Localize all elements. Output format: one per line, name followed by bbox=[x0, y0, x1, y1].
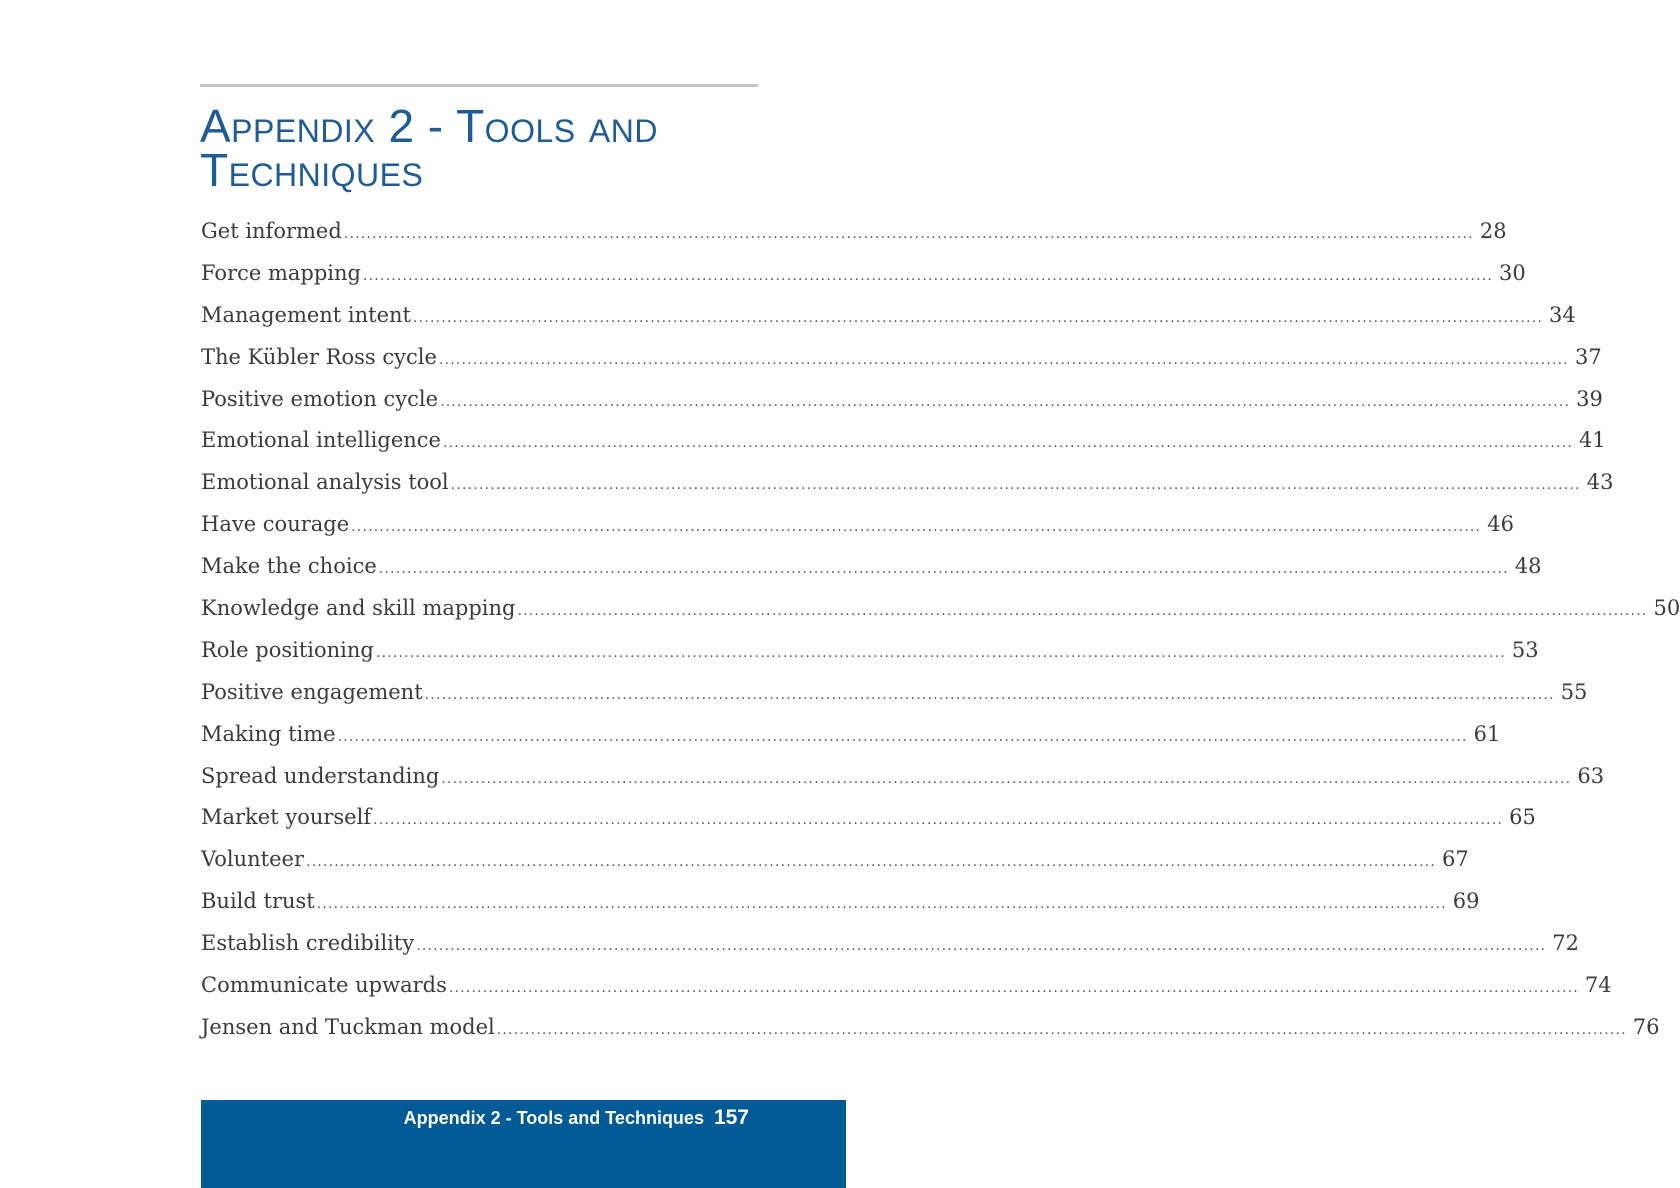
toc-entry[interactable] bbox=[201, 1014, 1660, 1057]
toc-entry[interactable] bbox=[201, 428, 1606, 470]
dot-leader: ........................................................................................................................................................................................................ bbox=[450, 477, 1581, 494]
dot-leader: ........................................................................................................................................................................................................ bbox=[362, 267, 1494, 284]
toc-entry[interactable] bbox=[201, 596, 1680, 638]
toc-entry[interactable] bbox=[201, 260, 1526, 303]
toc-entry-page-number: 46 bbox=[1487, 512, 1514, 537]
toc-entry[interactable] bbox=[201, 637, 1539, 680]
toc-entry[interactable] bbox=[201, 219, 1507, 261]
toc-entry[interactable] bbox=[201, 889, 1480, 931]
toc-entry-page-number: 43 bbox=[1586, 470, 1614, 495]
toc-entry-label: Positive emotion cycle bbox=[201, 386, 439, 411]
toc-entry-label: Positive engagement bbox=[201, 679, 423, 704]
toc-entry-page-number: 37 bbox=[1574, 344, 1602, 369]
toc-entry-page-number: 65 bbox=[1509, 805, 1536, 830]
toc-entry-page-number: 76 bbox=[1632, 1014, 1660, 1039]
toc-entry-label: Establish credibility bbox=[201, 931, 415, 956]
dot-leader: ........................................................................................................................................................................................................ bbox=[416, 938, 1547, 955]
toc-entry-page-number: 30 bbox=[1499, 260, 1526, 285]
toc-entry-label: Make the choice bbox=[201, 554, 377, 579]
dot-leader: ........................................................................................................................................................................................................ bbox=[305, 854, 1437, 871]
dot-leader: ........................................................................................................................................................................................................ bbox=[496, 1021, 1627, 1038]
toc-entry[interactable] bbox=[201, 554, 1542, 596]
dot-leader: ........................................................................................................................................................................................................ bbox=[413, 309, 1544, 326]
dot-leader: ........................................................................................................................................................................................................ bbox=[517, 603, 1648, 620]
page-title-line-1: Appendix 2 - Tools and bbox=[200, 100, 658, 152]
toc-entry-label: Spread understanding bbox=[201, 763, 440, 788]
dot-leader: ........................................................................................................................................................................................................ bbox=[373, 812, 1504, 829]
dot-leader: ........................................................................................................................................................................................................ bbox=[375, 644, 1506, 661]
toc-entry-page-number: 61 bbox=[1473, 721, 1501, 746]
page-title-line-2: Techniques bbox=[200, 144, 424, 196]
dot-leader: ........................................................................................................................................................................................................ bbox=[316, 896, 1447, 913]
footer-bar bbox=[201, 1100, 846, 1188]
toc-entry-page-number: 55 bbox=[1560, 679, 1588, 704]
toc-entry-label: Role positioning bbox=[201, 637, 374, 662]
toc-entry-page-number: 41 bbox=[1579, 428, 1606, 453]
toc-entry[interactable] bbox=[201, 470, 1614, 512]
dot-leader: ........................................................................................................................................................................................................ bbox=[440, 393, 1571, 410]
toc-entry-label: Market yourself bbox=[201, 805, 372, 830]
toc-entry-page-number: 39 bbox=[1576, 386, 1603, 411]
toc-entry-label: Emotional analysis tool bbox=[201, 470, 449, 495]
toc-entry-label: Get informed bbox=[201, 219, 342, 243]
toc-entry[interactable] bbox=[201, 931, 1579, 973]
toc-entry-page-number: 74 bbox=[1584, 973, 1612, 998]
toc-entry-label: Jensen and Tuckman model bbox=[201, 1014, 495, 1039]
dot-leader: ........................................................................................................................................................................................................ bbox=[343, 226, 1474, 242]
toc-entry-label: Volunteer bbox=[201, 847, 304, 872]
dot-leader: ........................................................................................................................................................................................................ bbox=[351, 519, 1482, 536]
toc-entry-page-number: 72 bbox=[1552, 931, 1579, 956]
toc-entry[interactable] bbox=[201, 763, 1605, 806]
dot-leader: ........................................................................................................................................................................................................ bbox=[442, 435, 1574, 452]
toc-entry-label: Build trust bbox=[201, 889, 315, 914]
dot-leader: ........................................................................................................................................................................................................ bbox=[448, 980, 1579, 997]
toc-entry[interactable] bbox=[201, 847, 1469, 889]
toc-entry[interactable] bbox=[201, 386, 1603, 429]
table-of-contents bbox=[201, 219, 1680, 1057]
toc-entry[interactable] bbox=[201, 344, 1602, 387]
toc-entry-page-number: 67 bbox=[1442, 847, 1469, 872]
toc-entry-label: The Kübler Ross cycle bbox=[201, 344, 437, 369]
toc-entry-label: Management intent bbox=[201, 302, 411, 327]
toc-entry-label: Force mapping bbox=[201, 260, 361, 285]
running-footer bbox=[404, 1106, 749, 1130]
dot-leader: ........................................................................................................................................................................................................ bbox=[424, 686, 1555, 703]
toc-entry-page-number: 28 bbox=[1479, 219, 1507, 243]
toc-entry[interactable] bbox=[201, 512, 1514, 554]
toc-entry[interactable] bbox=[201, 302, 1576, 345]
dot-leader: ........................................................................................................................................................................................................ bbox=[378, 561, 1509, 578]
toc-entry[interactable] bbox=[201, 973, 1612, 1015]
toc-entry[interactable] bbox=[201, 679, 1588, 722]
toc-entry-page-number: 34 bbox=[1549, 302, 1576, 327]
toc-entry-label: Communicate upwards bbox=[201, 973, 447, 998]
page-title bbox=[200, 100, 760, 196]
toc-entry-label: Knowledge and skill mapping bbox=[201, 596, 516, 621]
toc-entry-label: Emotional intelligence bbox=[201, 428, 441, 453]
toc-entry-page-number: 53 bbox=[1511, 637, 1539, 662]
toc-entry-label: Have courage bbox=[201, 512, 350, 537]
toc-entry-page-number: 50 bbox=[1653, 596, 1680, 621]
toc-entry-page-number: 63 bbox=[1577, 763, 1605, 788]
top-rule bbox=[200, 84, 758, 87]
toc-entry-label: Making time bbox=[201, 721, 336, 746]
toc-entry-page-number: 69 bbox=[1452, 889, 1480, 914]
dot-leader: ........................................................................................................................................................................................................ bbox=[438, 351, 1569, 368]
toc-entry-page-number: 48 bbox=[1514, 554, 1542, 579]
dot-leader: ........................................................................................................................................................................................................ bbox=[337, 728, 1468, 745]
toc-entry[interactable] bbox=[201, 721, 1501, 764]
dot-leader: ........................................................................................................................................................................................................ bbox=[441, 770, 1572, 787]
footer-page-number: 157 bbox=[713, 1106, 749, 1129]
toc-entry[interactable] bbox=[201, 805, 1536, 847]
footer-running-title: Appendix 2 - Tools and Techniques bbox=[403, 1108, 704, 1128]
